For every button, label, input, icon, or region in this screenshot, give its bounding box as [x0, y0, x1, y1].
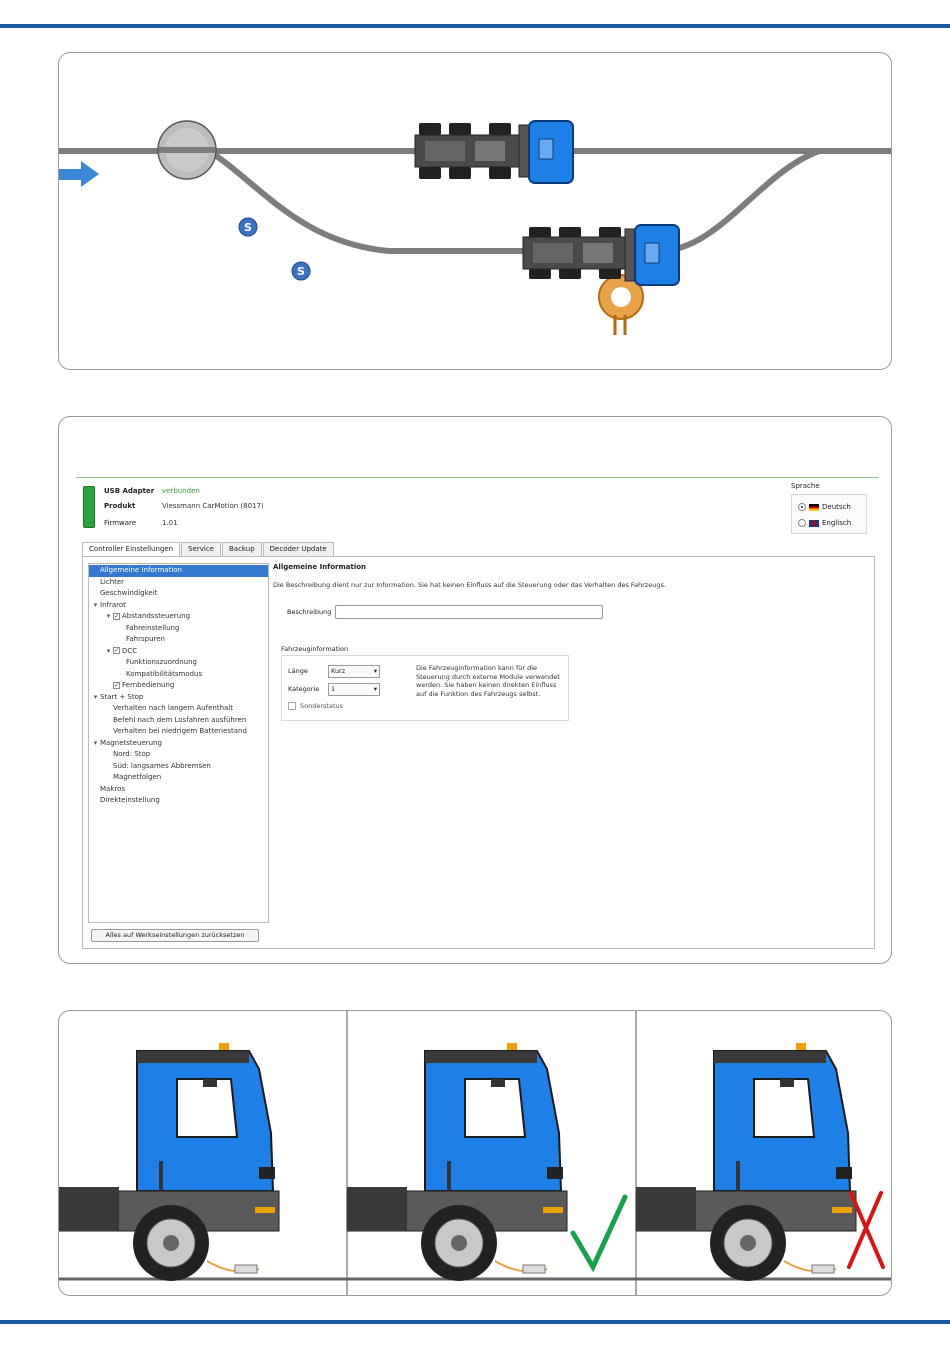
pane-description: Die Beschreibung dient nur zur Information. Sie hat keinen Einfluss auf die Steuerung oder das Verhalten des Fahrzeugs.: [273, 581, 666, 589]
tree-item[interactable]: [89, 692, 268, 704]
category-select[interactable]: [328, 683, 380, 696]
bottom-blue-rule: [0, 1320, 950, 1324]
tree-item[interactable]: [89, 738, 268, 750]
tree-item[interactable]: [89, 772, 268, 784]
tree-item[interactable]: [89, 726, 268, 738]
truck-top-view-1: [415, 121, 573, 183]
radio-en[interactable]: [798, 519, 806, 527]
vehicle-info-group: [281, 655, 569, 721]
length-label: Länge: [288, 667, 308, 675]
truck-positions-panel: [58, 1010, 892, 1296]
tree-item-label: Nord: Stop: [113, 750, 151, 758]
tree-item-label: Befehl nach dem Losfahren ausführen: [113, 715, 247, 724]
tree-item[interactable]: [89, 623, 268, 635]
special-status-row[interactable]: [288, 698, 562, 714]
tree-item[interactable]: [89, 761, 268, 773]
radio-de[interactable]: [798, 503, 806, 511]
flag-germany-icon: [809, 504, 819, 511]
tree-item[interactable]: [89, 669, 268, 681]
tree-item-label: Magnetsteuerung: [100, 738, 162, 747]
tree-item[interactable]: [89, 795, 268, 807]
truck-frame-3: [636, 1043, 883, 1281]
tree-item-label: Direkteinstellung: [100, 796, 160, 804]
expand-arrow-icon[interactable]: ▾: [93, 600, 98, 609]
category-value: 1: [331, 684, 336, 693]
track-diagram-panel: [58, 52, 892, 370]
usb-adapter-status: verbunden: [162, 487, 200, 495]
tree-item-label: Infrarot: [100, 600, 126, 609]
tree-item[interactable]: [89, 749, 268, 761]
length-select[interactable]: [328, 665, 380, 678]
tree-item[interactable]: [89, 565, 268, 577]
expand-arrow-icon[interactable]: ▾: [106, 612, 111, 620]
tree-item-label: Allgemeine Information: [100, 566, 182, 574]
language-title: Sprache: [791, 482, 820, 490]
switch-magnet-icon: [158, 121, 216, 179]
flag-uk-icon: [809, 520, 819, 527]
expand-arrow-icon[interactable]: ▾: [93, 738, 98, 747]
tree-item-label: Fahreinstellung: [126, 623, 180, 632]
tree-item-label: Funktionszuordnung: [126, 658, 197, 666]
tree-item[interactable]: [89, 611, 268, 623]
tree-item-label: Start + Stop: [100, 692, 144, 701]
chevron-down-icon: ▾: [373, 684, 377, 693]
tree-checkbox[interactable]: ✓: [114, 647, 120, 654]
tree-item[interactable]: [89, 715, 268, 727]
tree-item-label: Fahrspuren: [126, 635, 165, 643]
language-en-label: Englisch: [822, 519, 852, 527]
length-value: Kurz: [331, 666, 346, 675]
category-label: Kategorie: [288, 685, 320, 693]
product-value: Viessmann CarMotion (8017): [162, 502, 264, 510]
tree-item[interactable]: [89, 577, 268, 589]
tab-content: [82, 556, 875, 949]
track-diagram: [59, 53, 892, 370]
language-group: [791, 482, 867, 534]
vehicle-info-title: Fahrzeuginformation: [281, 645, 349, 653]
vehicle-info-note: Die Fahrzeuginformation kann für die Steuerung durch externe Module verwendet werden. Sie haben keinen direkten Einfluss auf die Funktion des Fahrzeugs selbst.: [416, 664, 560, 698]
truck-positions: [59, 1011, 892, 1296]
general-info-pane: [273, 563, 870, 943]
truck-frame-2: [347, 1043, 625, 1281]
tab-bar: [82, 542, 335, 556]
truck-top-view-2: [523, 225, 679, 335]
firmware-value: 1.01: [162, 519, 178, 527]
tab-service[interactable]: Service: [181, 542, 221, 556]
product-label: Produkt: [104, 502, 136, 510]
tree-item-label: Geschwindigkeit: [100, 589, 158, 597]
description-row: [287, 605, 603, 619]
language-option-en[interactable]: [798, 515, 860, 531]
tree-item[interactable]: [89, 680, 268, 692]
firmware-row: [104, 519, 178, 527]
reset-factory-button[interactable]: Alles auf Werkseinstellungen zurücksetzen: [91, 929, 259, 942]
check-icon: [573, 1197, 625, 1267]
tree-item-label: Abstandssteuerung: [122, 612, 191, 620]
sensor-marker-1: [239, 218, 257, 236]
language-option-de[interactable]: [798, 499, 860, 515]
sensor-label-2: S: [297, 265, 305, 278]
tree-item-label: Makros: [100, 784, 126, 793]
software-window: [76, 477, 879, 953]
tree-item-label: Fernbedienung: [122, 681, 175, 689]
special-status-label: Sonderstatus: [300, 702, 343, 710]
special-status-checkbox[interactable]: [288, 702, 296, 710]
usb-adapter-label: USB Adapter: [104, 487, 155, 495]
language-de-label: Deutsch: [822, 503, 851, 511]
tree-item[interactable]: [89, 634, 268, 646]
tree-item[interactable]: [89, 784, 268, 796]
arrow-right-icon: [59, 161, 99, 187]
truck-frame-1: [59, 1043, 279, 1281]
software-panel: [58, 416, 892, 964]
tab-backup[interactable]: Backup: [222, 542, 262, 556]
description-input[interactable]: [335, 605, 603, 619]
description-label: Beschreibung: [287, 608, 332, 616]
tree-item[interactable]: [89, 703, 268, 715]
tree-item-label: Lichter: [100, 577, 125, 586]
tree-checkbox[interactable]: ✓: [114, 681, 120, 689]
expand-arrow-icon[interactable]: ▾: [93, 692, 98, 701]
tree-item[interactable]: [89, 657, 268, 669]
tab-controller-settings[interactable]: Controller Einstellungen: [82, 542, 180, 556]
settings-tree: [88, 563, 269, 923]
tree-item[interactable]: [89, 646, 268, 658]
tab-decoder-update[interactable]: Decoder Update: [263, 542, 334, 556]
tree-item-label: Süd: langsames Abbremsen: [113, 761, 211, 770]
sensor-label-1: S: [244, 221, 252, 234]
tree-item[interactable]: [89, 588, 268, 600]
tree-checkbox[interactable]: ✓: [114, 612, 120, 620]
usb-adapter-row: [104, 487, 200, 495]
tree-item-label: Verhalten nach langem Aufenthalt: [113, 704, 233, 712]
product-row: [104, 502, 264, 510]
tree-item-label: Kompatibilitätsmodus: [126, 669, 203, 678]
chevron-down-icon: ▾: [373, 666, 377, 675]
language-options: [791, 494, 867, 534]
tree-item-label: Magnetfolgen: [113, 773, 162, 781]
top-blue-rule: [0, 24, 950, 28]
firmware-label: Firmware: [104, 519, 137, 527]
expand-arrow-icon[interactable]: ▾: [106, 646, 111, 655]
usb-status-indicator: [83, 486, 95, 528]
sensor-marker-2: [292, 262, 310, 280]
tree-item-label: DCC: [122, 646, 138, 655]
tree-item[interactable]: [89, 600, 268, 612]
tree-item-label: Verhalten bei niedrigem Batteriestand: [113, 727, 247, 735]
pane-title: Allgemeine Information: [273, 563, 367, 571]
